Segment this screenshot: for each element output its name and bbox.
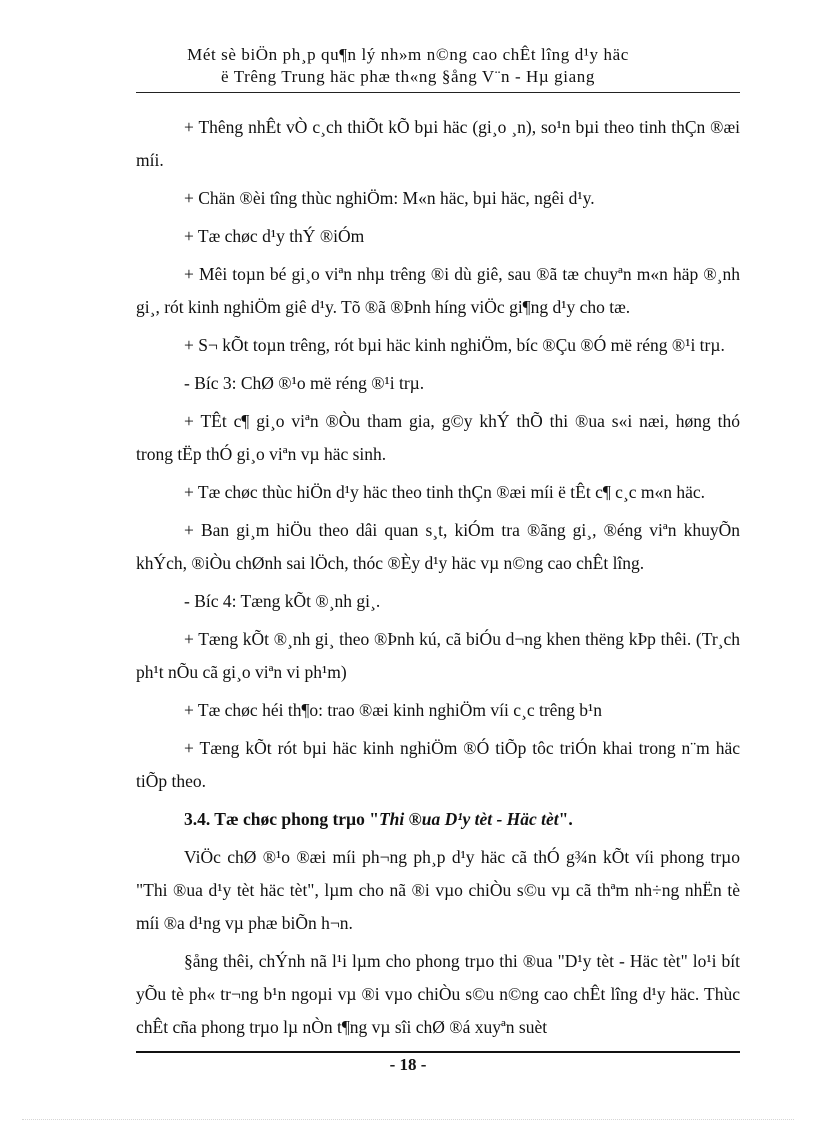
section-heading [136, 803, 740, 836]
page-edge-divider [22, 1119, 794, 1120]
paragraph: + S¬ kÕt toµn trêng, rót bµi häc kinh nghiÖm, bíc ®Çu ®Ó më réng ®¹i trµ. [184, 335, 725, 355]
paragraph: + Mêi toµn bé gi¸o viªn nhµ trêng ®i dù giê, sau ®ã tæ chuyªn m«n häp ®¸nh gi¸, rót kinh nghiÖm giê d¹y. Tõ ®ã ®Þnh híng viÖc gi¶ng d¹y cho tæ. [136, 264, 740, 317]
step-heading: - Bíc 4: Tæng kÕt ®¸nh gi¸. [184, 591, 381, 611]
paragraph: + Tæng kÕt ®¸nh gi¸ theo ®Þnh kú, cã biÓu d¬ng khen thëng kÞp thêi. (Tr¸ch ph¹t nÕu cã gi¸o viªn vi ph¹m) [136, 629, 740, 682]
footer-divider [136, 1051, 740, 1053]
step-heading: - Bíc 3: ChØ ®¹o më réng ®¹i trµ. [184, 373, 425, 393]
header-title-line-2: ë Trêng Trung häc phæ th«ng §ång V¨n - Hµ giang [221, 67, 595, 86]
section-heading-emphasis: Thi ®ua D¹y tèt - Häc tèt [378, 809, 559, 829]
paragraph: + Tæ chøc héi th¶o: trao ®æi kinh nghiÖm víi c¸c trêng b¹n [184, 700, 603, 720]
paragraph: + Tæ chøc thùc hiÖn d¹y häc theo tinh thÇn ®æi míi ë tÊt c¶ c¸c m«n häc. [184, 482, 706, 502]
running-header [0, 44, 816, 88]
section-heading-number: 3.4. Tæ chøc phong trµo " [184, 809, 379, 829]
paragraph: + Ban gi¸m hiÖu theo dâi quan s¸t, kiÓm tra ®ãng gi¸, ®éng viªn khuyÕn khÝch, ®iÒu chØnh sai lÖch, thóc ®Èy d¹y häc vµ n©ng cao chÊt lîng. [136, 520, 740, 573]
paragraph: + Chän ®èi tîng thùc nghiÖm: M«n häc, bµi häc, ngêi d¹y. [184, 188, 595, 208]
paragraph: + Tæng kÕt rót bµi häc kinh nghiÖm ®Ó tiÕp tôc triÓn khai trong n¨m häc tiÕp theo. [136, 738, 740, 791]
header-divider [136, 92, 740, 93]
page-body [136, 111, 740, 1049]
page-number: - 18 - [389, 1055, 427, 1074]
header-title-line-1: Mét sè biÖn ph¸p qu¶n lý nh»m n©ng cao chÊt lîng d¹y häc [187, 45, 629, 64]
paragraph: + Thêng nhÊt vÒ c¸ch thiÕt kÕ bµi häc (gi¸o ¸n), so¹n bµi theo tinh thÇn ®æi míi. [136, 117, 740, 170]
paragraph: ViÖc chØ ®¹o ®æi míi ph¬ng ph¸p d¹y häc cã thÓ g¾n kÕt víi phong trµo "Thi ®ua d¹y tèt häc tèt", lµm cho nã ®i vµo chiÒu s©u vµ cã thªm nh÷ng nhËn tè míi ®a d¹ng vµ phæ biÕn h¬n. [136, 847, 740, 933]
section-heading-close: ". [558, 809, 573, 829]
paragraph: §ång thêi, chÝnh nã l¹i lµm cho phong trµo thi ®ua "D¹y tèt - Häc tèt" lo¹i bít yÕu tè ph« tr¬ng b¹n ngoµi vµ ®i vµo chiÒu s©u n©ng cao chÊt lîng d¹y häc. Thùc chÊt cña phong trµo lµ nÒn t¶ng vµ sîi chØ ®á xuyªn suèt [136, 951, 740, 1037]
paragraph: + TÊt c¶ gi¸o viªn ®Òu tham gia, g©y khÝ thÕ thi ®ua s«i næi, høng thó trong tËp thÓ gi¸o viªn vµ häc sinh. [136, 411, 740, 464]
paragraph: + Tæ chøc d¹y thÝ ®iÓm [184, 226, 365, 246]
